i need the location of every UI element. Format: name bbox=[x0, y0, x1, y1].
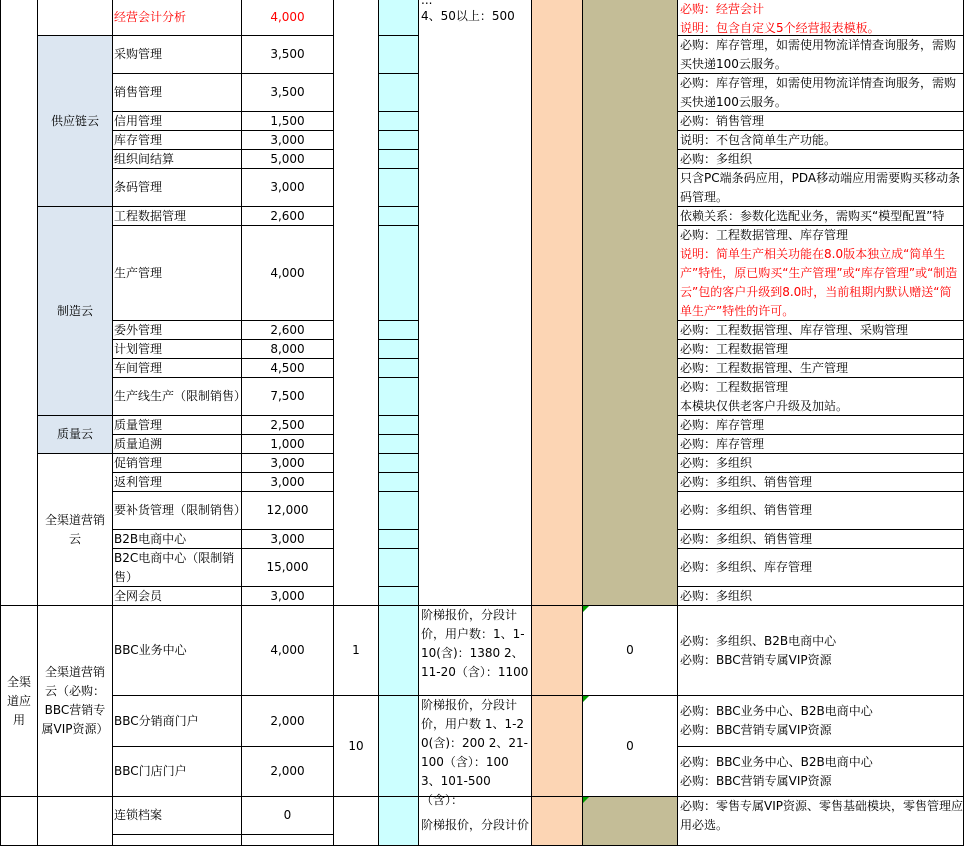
module-name-cell[interactable]: 连锁档案 bbox=[112, 796, 242, 835]
module-name-cell[interactable]: BBC门店门户 bbox=[112, 746, 242, 797]
module-name-cell[interactable]: 生产线生产（限制销售） bbox=[112, 377, 242, 416]
group-supply-chain: 供应链云 bbox=[37, 35, 113, 207]
module-price-cell[interactable]: 15,000 bbox=[241, 548, 334, 587]
tier-col-top: ... 4、50以上：500 bbox=[418, 0, 532, 606]
module-name-cell[interactable]: 组织间结算 bbox=[112, 149, 242, 169]
cyan-cell bbox=[378, 206, 419, 226]
module-name-cell[interactable]: 全网会员 bbox=[112, 586, 242, 606]
module-price-cell[interactable]: 3,500 bbox=[241, 35, 334, 74]
module-name-cell[interactable]: 质量追溯 bbox=[112, 434, 242, 454]
cyan-cell bbox=[378, 586, 419, 606]
tier-price-cell[interactable]: 阶梯报价，分段计价，用户数：1、1-10(含)：1380 2、11-20（含）：1100 bbox=[418, 605, 532, 696]
module-note-cell[interactable]: 说明：不包含简单生产功能。 bbox=[677, 130, 964, 150]
module-price-cell[interactable]: 3,000 bbox=[241, 168, 334, 207]
module-name-cell[interactable]: 采购管理 bbox=[112, 35, 242, 74]
comment-marker-icon bbox=[583, 797, 589, 803]
cyan-cell bbox=[378, 0, 419, 36]
quantity-cell[interactable]: 10 bbox=[333, 695, 379, 797]
module-note-cell[interactable]: 必购：多组织、销售管理 bbox=[677, 529, 964, 549]
module-price-cell[interactable]: 2,600 bbox=[241, 206, 334, 226]
cyan-cell bbox=[378, 548, 419, 587]
module-note-cell[interactable]: 必购：多组织、B2B电商中心 必购：BBC营销专属VIP资源 bbox=[677, 605, 964, 696]
module-name-cell[interactable]: B2B电商中心 bbox=[112, 529, 242, 549]
group-omni: 全渠道营销云 bbox=[37, 453, 113, 606]
module-price-cell[interactable]: 5,000 bbox=[241, 149, 334, 169]
discount-cell[interactable] bbox=[531, 605, 583, 696]
module-price-cell[interactable]: 3,000 bbox=[241, 586, 334, 606]
module-name-cell[interactable]: 生产管理 bbox=[112, 225, 242, 321]
module-note-cell[interactable]: 必购：库存管理，如需使用物流详情查询服务，需购买快递100云服务。 bbox=[677, 35, 964, 74]
module-price-cell[interactable]: 1,000 bbox=[241, 434, 334, 454]
final-price-cell[interactable]: 0 bbox=[582, 695, 678, 797]
group-omni-app: 全渠道营销云（必购：BBC营销专属VIP资源） bbox=[37, 605, 113, 797]
module-note-cell[interactable]: 必购：多组织 bbox=[677, 149, 964, 169]
cyan-cell bbox=[378, 225, 419, 321]
module-name-cell[interactable]: BBC分销商门户 bbox=[112, 695, 242, 747]
module-name-cell[interactable]: BBC业务中心 bbox=[112, 605, 242, 696]
cyan-cell bbox=[378, 695, 419, 797]
cyan-cell bbox=[378, 529, 419, 549]
module-note-cell[interactable]: 必购：工程数据管理、库存管理 说明：简单生产相关功能在8.0版本独立成“简单生产”特性，原已购买“生产管理”或“库存管理”或“制造云”包的客户升级到8.0时，当前租期内默认赠送“简单生产”特性的许可。 bbox=[677, 225, 964, 321]
module-price-cell[interactable]: 3,500 bbox=[241, 73, 334, 112]
module-price-cell[interactable]: 1,500 bbox=[241, 111, 334, 131]
cyan-cell bbox=[378, 73, 419, 112]
discount-cell[interactable] bbox=[531, 695, 583, 797]
group-col-top bbox=[37, 0, 113, 36]
cyan-cell bbox=[378, 130, 419, 150]
module-price-cell[interactable]: 4,000 bbox=[241, 605, 334, 696]
cyan-cell bbox=[378, 149, 419, 169]
module-name-cell[interactable]: B2C电商中心（限制销售） bbox=[112, 548, 242, 587]
final-price-cell[interactable] bbox=[582, 796, 678, 846]
module-note-cell[interactable]: 必购：工程数据管理、生产管理 bbox=[677, 358, 964, 378]
module-note-cell[interactable]: 必购：多组织 bbox=[677, 453, 964, 473]
module-price-cell[interactable]: 0 bbox=[241, 796, 334, 835]
module-price-cell[interactable]: 4,500 bbox=[241, 358, 334, 378]
category-col-top bbox=[0, 0, 38, 606]
module-note-cell[interactable]: 只含PC端条码应用，PDA移动端应用需要购买移动条码管理。 bbox=[677, 168, 964, 207]
module-name-cell[interactable]: 车间管理 bbox=[112, 358, 242, 378]
final-col-top bbox=[582, 0, 678, 606]
module-price-cell[interactable] bbox=[241, 834, 334, 846]
module-note-cell[interactable]: 必购：库存管理，如需使用物流详情查询服务，需购买快递100云服务。 bbox=[677, 73, 964, 112]
module-price-cell[interactable]: 3,000 bbox=[241, 453, 334, 473]
module-note-cell[interactable]: 必购：BBC业务中心、B2B电商中心 必购：BBC营销专属VIP资源 bbox=[677, 746, 964, 797]
module-price-cell[interactable]: 3,000 bbox=[241, 130, 334, 150]
module-price-cell[interactable]: 2,600 bbox=[241, 320, 334, 340]
cyan-cell bbox=[378, 491, 419, 530]
cyan-cell bbox=[378, 434, 419, 454]
module-price-cell[interactable]: 7,500 bbox=[241, 377, 334, 416]
quantity-cell[interactable]: 1 bbox=[333, 605, 379, 696]
group-col-bottom bbox=[37, 796, 113, 846]
cyan-cell bbox=[378, 111, 419, 131]
module-note-cell[interactable]: 必购：工程数据管理、库存管理、采购管理 bbox=[677, 320, 964, 340]
module-name-cell[interactable]: 经营会计分析 bbox=[112, 0, 242, 36]
module-note-cell[interactable]: 必购：多组织、销售管理 bbox=[677, 491, 964, 530]
cyan-cell bbox=[378, 453, 419, 473]
group-manufacturing: 制造云 bbox=[37, 206, 113, 416]
tier-text: 4、50以上：500 bbox=[421, 9, 515, 23]
module-note-cell[interactable]: 必购：多组织、销售管理 bbox=[677, 472, 964, 492]
cyan-cell bbox=[378, 472, 419, 492]
module-price-cell[interactable]: 2,000 bbox=[241, 746, 334, 797]
module-note-cell[interactable]: 依赖关系：参数化选配业务，需购买“模型配置”特 bbox=[677, 206, 964, 226]
module-name-cell[interactable]: 要补货管理（限制销售） bbox=[112, 491, 242, 530]
module-note-cell[interactable]: 必购：工程数据管理 本模块仅供老客户升级及加站。 bbox=[677, 377, 964, 416]
module-price-cell[interactable]: 4,000 bbox=[241, 0, 334, 36]
module-price-cell[interactable]: 12,000 bbox=[241, 491, 334, 530]
tier-price-cell[interactable]: 阶梯报价，分段计价，用户数 1、1-20(含)：200 2、21-100（含）：100 3、101-500（含）： bbox=[418, 695, 532, 797]
module-price-cell[interactable]: 2,500 bbox=[241, 415, 334, 435]
module-note-cell[interactable]: 必购：多组织、库存管理 bbox=[677, 548, 964, 587]
module-price-cell[interactable]: 2,000 bbox=[241, 695, 334, 747]
quantity-cell[interactable] bbox=[333, 796, 379, 846]
cyan-cell bbox=[378, 35, 419, 74]
module-name-cell[interactable]: 销售管理 bbox=[112, 73, 242, 112]
group-quality: 质量云 bbox=[37, 415, 113, 454]
module-price-cell[interactable]: 8,000 bbox=[241, 339, 334, 359]
cyan-cell bbox=[378, 377, 419, 416]
cyan-cell bbox=[378, 320, 419, 340]
qty-col-top bbox=[333, 0, 379, 606]
module-note-cell[interactable]: 必购：库存管理 bbox=[677, 434, 964, 454]
discount-cell[interactable] bbox=[531, 796, 583, 846]
cyan-cell bbox=[378, 796, 419, 846]
module-name-cell[interactable]: 促销管理 bbox=[112, 453, 242, 473]
module-name-cell[interactable]: 条码管理 bbox=[112, 168, 242, 207]
comment-marker-icon bbox=[583, 696, 589, 702]
discount-col-top bbox=[531, 0, 583, 606]
category-col-bottom bbox=[0, 796, 38, 846]
module-price-cell[interactable]: 3,000 bbox=[241, 529, 334, 549]
module-name-cell[interactable]: 计划管理 bbox=[112, 339, 242, 359]
category-omni-app: 全渠道应用 bbox=[0, 605, 38, 797]
module-name-cell[interactable]: 信用管理 bbox=[112, 111, 242, 131]
module-name-cell[interactable] bbox=[112, 834, 242, 846]
final-price-cell[interactable]: 0 bbox=[582, 605, 678, 696]
module-note-cell[interactable]: 必购：库存管理 bbox=[677, 415, 964, 435]
module-note-cell[interactable]: 必购：零售专属VIP资源、零售基础模块，零售管理应用必选。 bbox=[677, 796, 964, 846]
cyan-cell bbox=[378, 339, 419, 359]
module-price-cell[interactable]: 3,000 bbox=[241, 472, 334, 492]
module-note-cell[interactable]: 必购：多组织 bbox=[677, 586, 964, 606]
cyan-cell bbox=[378, 358, 419, 378]
module-note-cell[interactable]: 必购：经营会计 说明：包含自定义5个经营报表模板。 bbox=[677, 0, 964, 36]
module-name-cell[interactable]: 工程数据管理 bbox=[112, 206, 242, 226]
module-name-cell[interactable]: 质量管理 bbox=[112, 415, 242, 435]
cyan-cell bbox=[378, 168, 419, 207]
module-name-cell[interactable]: 库存管理 bbox=[112, 130, 242, 150]
cyan-cell bbox=[378, 605, 419, 696]
comment-marker-icon bbox=[583, 606, 589, 612]
cyan-cell bbox=[378, 415, 419, 435]
module-note-cell[interactable]: 必购：销售管理 bbox=[677, 111, 964, 131]
tier-price-cell[interactable]: 阶梯报价，分段计价 bbox=[418, 796, 532, 846]
module-name-cell[interactable]: 委外管理 bbox=[112, 320, 242, 340]
module-note-cell[interactable]: 必购：工程数据管理 bbox=[677, 339, 964, 359]
module-price-cell[interactable]: 4,000 bbox=[241, 225, 334, 321]
module-note-cell[interactable]: 必购：BBC业务中心、B2B电商中心 必购：BBC营销专属VIP资源 bbox=[677, 695, 964, 747]
module-name-cell[interactable]: 返利管理 bbox=[112, 472, 242, 492]
